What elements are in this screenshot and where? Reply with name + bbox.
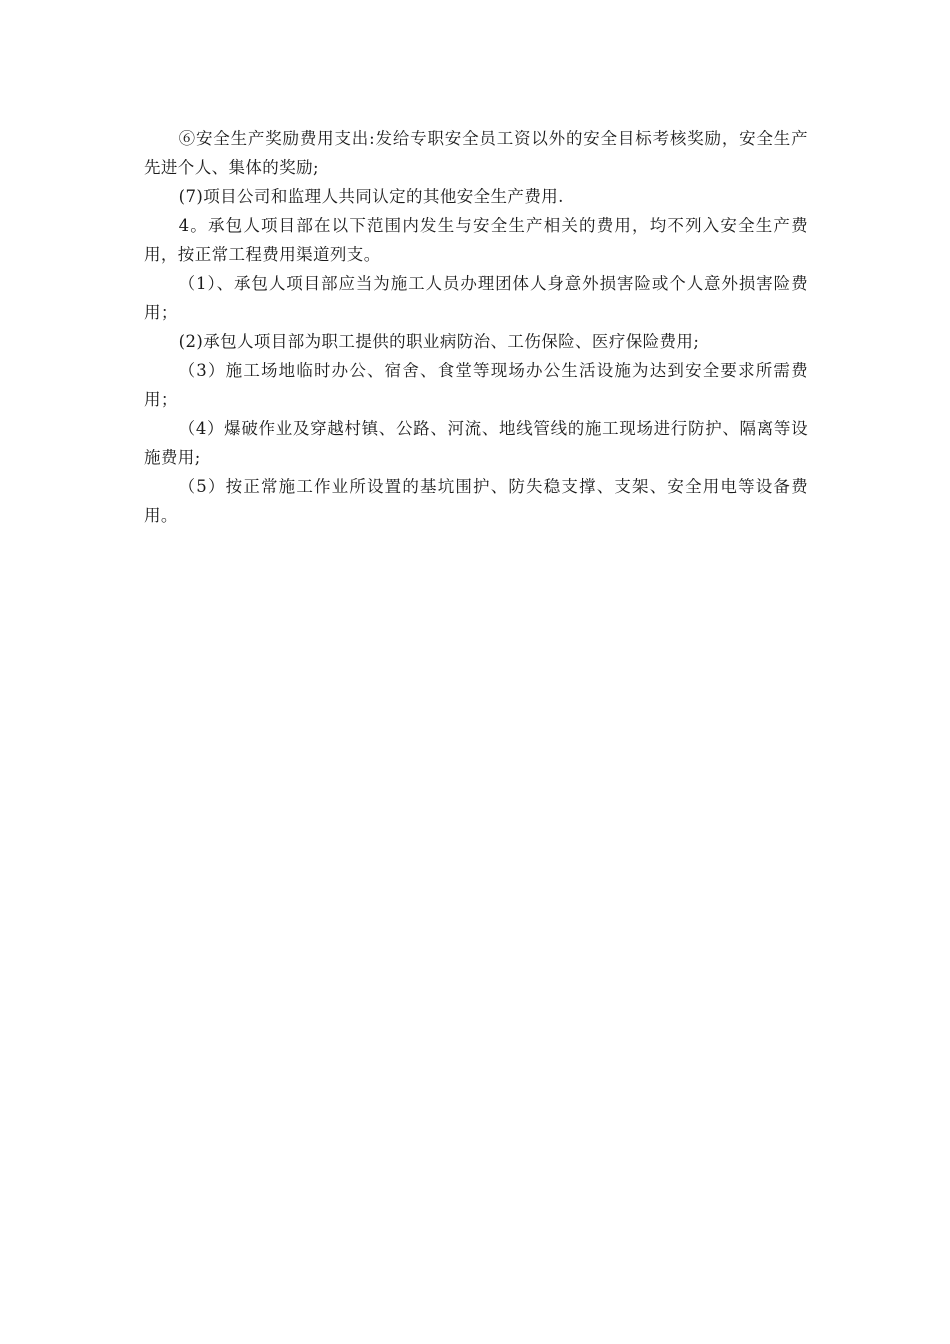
document-body xyxy=(144,124,808,530)
paragraph-sub-1: （1）、承包人项目部应当为施工人员办理团体人身意外损害险或个人意外损害险费用； xyxy=(144,274,808,322)
paragraph-sub-5: （5）按正常施工作业所设置的基坑围护、防失稳支撑、支架、安全用电等设备费用。 xyxy=(144,477,808,525)
paragraph-item-4: 4。承包人项目部在以下范围内发生与安全生产相关的费用，均不列入安全生产费用，按正常工程费用渠道列支。 xyxy=(144,216,808,264)
paragraph-safety-reward: ⑥安全生产奖励费用支出:发给专职安全员工资以外的安全目标考核奖励，安全生产先进个人、集体的奖励; xyxy=(144,129,808,177)
paragraph-sub-2: (2)承包人项目部为职工提供的职业病防治、工伤保险、医疗保险费用; xyxy=(178,332,700,351)
paragraph-sub-4: （4）爆破作业及穿越村镇、公路、河流、地线管线的施工现场进行防护、隔离等设施费用; xyxy=(144,419,808,467)
paragraph-other-costs: (7)项目公司和监理人共同认定的其他安全生产费用. xyxy=(178,187,564,206)
paragraph-sub-3: （3）施工场地临时办公、宿舍、食堂等现场办公生活设施为达到安全要求所需费用； xyxy=(144,361,808,409)
